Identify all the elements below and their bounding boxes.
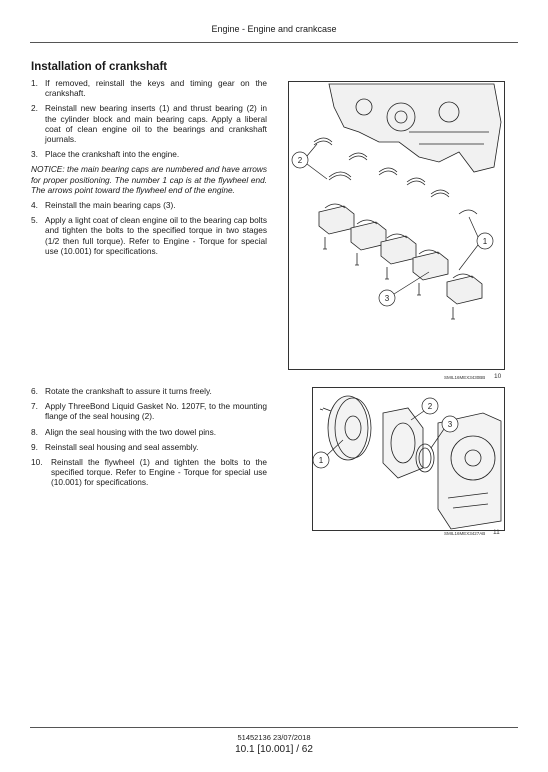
steps-block-1 [31,78,267,261]
figure-11-number: 11 [493,529,500,536]
figure-10-number: 10 [494,373,502,380]
steps-block-2 [31,386,267,493]
bearing-illustration [289,82,504,369]
footer-doc-number: 51452136 23/07/2018 [237,733,311,742]
figure-crankshaft-bearings [288,81,505,380]
footer-rule [30,727,518,728]
step-8: 8. Align the seal housing with the two dowel pins. [31,426,217,437]
step-3: 3. Place the crankshaft into the engine. [31,149,180,160]
figure-flywheel-seal [312,387,505,536]
callout-1-fig11: 1 [318,456,324,465]
step-7: 7. Apply ThreeBond Liquid Gasket No. 1207F, to the mounting flange of the seal housing (2). [31,401,267,422]
running-header: Engine - Engine and crankcase [211,24,337,34]
figure-11-id: SMIL16MEX3427AB [444,531,486,536]
step-5: 5. Apply a light coat of clean engine oil to the bearing cap bolts and tighten the bolts to the specified torque in two stages (1/2 then full torque). Refer to Engine - Torque for special use (10.001) for specifications. [31,215,267,256]
callout-3-fig11: 3 [447,420,453,429]
step-9: 9. Reinstall seal housing and seal assembly. [31,441,199,452]
step-2: 2. Reinstall new bearing inserts (1) and thrust bearing (2) in the cylinder block and main bearing caps. Apply a liberal coat of clean engine oil to the bearings and crankshaft journals. [31,103,267,145]
notice-text: NOTICE: the main bearing caps are numbered and have arrows for proper positioning. The number 1 cap is at the flywheel end. The arrows point toward the flywheel end of the engine. [31,164,267,195]
callout-2-fig10: 2 [297,156,303,165]
callout-3-fig10: 3 [384,294,390,303]
step-6: 6. Rotate the crankshaft to assure it turns freely. [31,386,212,396]
step-1: 1. If removed, reinstall the keys and timing gear on the crankshaft. [31,78,267,99]
header-rule [30,42,518,43]
callout-1-fig10: 1 [482,237,488,246]
section-title: Installation of crankshaft [31,61,168,73]
step-10: 10. Reinstall the flywheel (1) and tighten the bolts to the specified torque. Refer to Engine - Torque for special use (10.001) for specifications. [31,457,267,488]
step-4: 4. Reinstall the main bearing caps (3). [31,200,176,211]
flywheel-illustration [313,388,504,530]
figure-10-id: SMIL16MEX3430BB [444,375,486,380]
footer-page-number: 10.1 [10.001] / 62 [235,744,313,755]
callout-2-fig11: 2 [427,402,433,411]
